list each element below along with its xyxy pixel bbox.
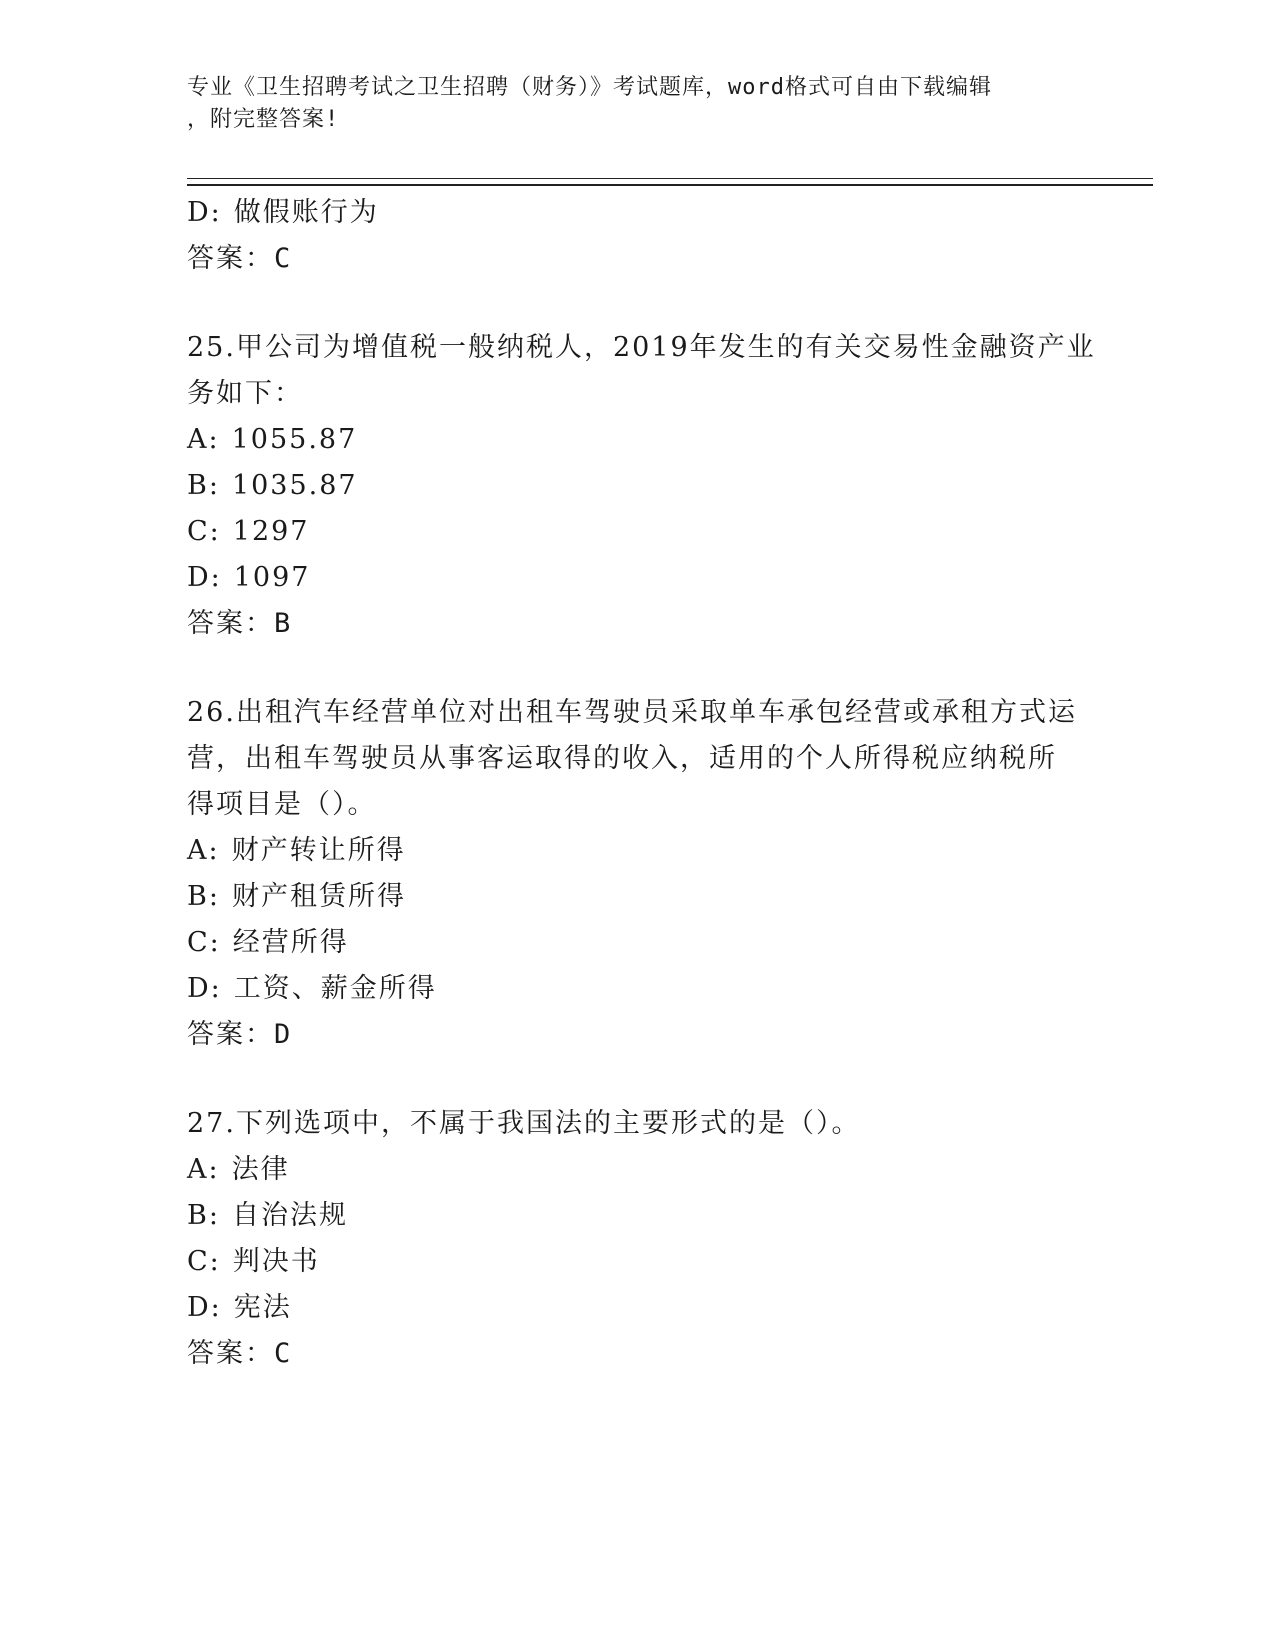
option-a (187, 417, 1087, 463)
option-key: C: (187, 1246, 221, 1277)
question-block (187, 325, 1096, 647)
page-header (187, 72, 1087, 136)
option-text: 判决书 (232, 1246, 320, 1277)
option-key: D: (187, 197, 222, 228)
option-text: 经营所得 (232, 927, 349, 958)
spacer (187, 282, 1087, 325)
stem-line: 务如下： (187, 378, 303, 409)
option-b (187, 1193, 1087, 1239)
option-text: 自治法规 (231, 1200, 348, 1231)
option-c (187, 920, 1087, 966)
option-key: C: (187, 927, 221, 958)
option-a (187, 1147, 1087, 1193)
option-key: A: (187, 1154, 220, 1185)
option-text: 1055.87 (231, 424, 358, 455)
question-stem (187, 325, 1096, 417)
option-key: B: (187, 470, 220, 501)
option-key: B: (187, 881, 220, 912)
option-key: B: (187, 1200, 220, 1231)
question-stem (187, 690, 1087, 828)
spacer (187, 647, 1087, 690)
question-block (187, 1101, 1087, 1377)
option-key: A: (187, 424, 220, 455)
option-text: 1097 (233, 562, 311, 593)
option-d (187, 1285, 1087, 1331)
option-d (187, 190, 1087, 236)
question-stem (187, 1101, 1087, 1147)
option-c (187, 509, 1087, 555)
stem-line: 得项目是（）。 (187, 789, 377, 820)
option-key: A: (187, 835, 220, 866)
option-text: 法律 (231, 1154, 290, 1185)
stem-line: 25.甲公司为增值税一般纳税人，2019年发生的有关交易性金融资产业 (187, 332, 1096, 363)
option-text: 财产租赁所得 (231, 881, 406, 912)
answer-line: 答案：C (187, 243, 293, 274)
option-d (187, 555, 1087, 601)
question-block (187, 690, 1087, 1058)
option-key: D: (187, 562, 222, 593)
stem-line: 营，出租车驾驶员从事客运取得的收入，适用的个人所得税应纳税所 (187, 743, 1057, 774)
stem-line: 27.下列选项中，不属于我国法的主要形式的是（）。 (187, 1108, 861, 1139)
header-divider (187, 178, 1153, 186)
option-d (187, 966, 1087, 1012)
spacer (187, 1058, 1087, 1101)
option-b (187, 874, 1087, 920)
option-text: 工资、薪金所得 (233, 973, 437, 1004)
option-key: D: (187, 973, 222, 1004)
header-line-2: ，附完整答案! (187, 107, 340, 132)
stem-line: 26.出租汽车经营单位对出租车驾驶员采取单车承包经营或承租方式运 (187, 697, 1077, 728)
option-key: C: (187, 516, 221, 547)
option-b (187, 463, 1087, 509)
option-key: D: (187, 1292, 222, 1323)
option-text: 做假账行为 (233, 197, 379, 228)
option-text: 宪法 (233, 1292, 292, 1323)
option-text: 1297 (232, 516, 310, 547)
option-text: 财产转让所得 (231, 835, 406, 866)
option-a (187, 828, 1087, 874)
document-body (187, 190, 1096, 1377)
option-c (187, 1239, 1087, 1285)
answer-line: 答案：D (187, 1019, 293, 1050)
answer-line: 答案：C (187, 1338, 293, 1369)
header-line-1: 专业《卫生招聘考试之卫生招聘（财务）》考试题库，word格式可自由下载编辑 (187, 75, 992, 100)
option-text: 1035.87 (231, 470, 358, 501)
answer-line: 答案：B (187, 608, 293, 639)
